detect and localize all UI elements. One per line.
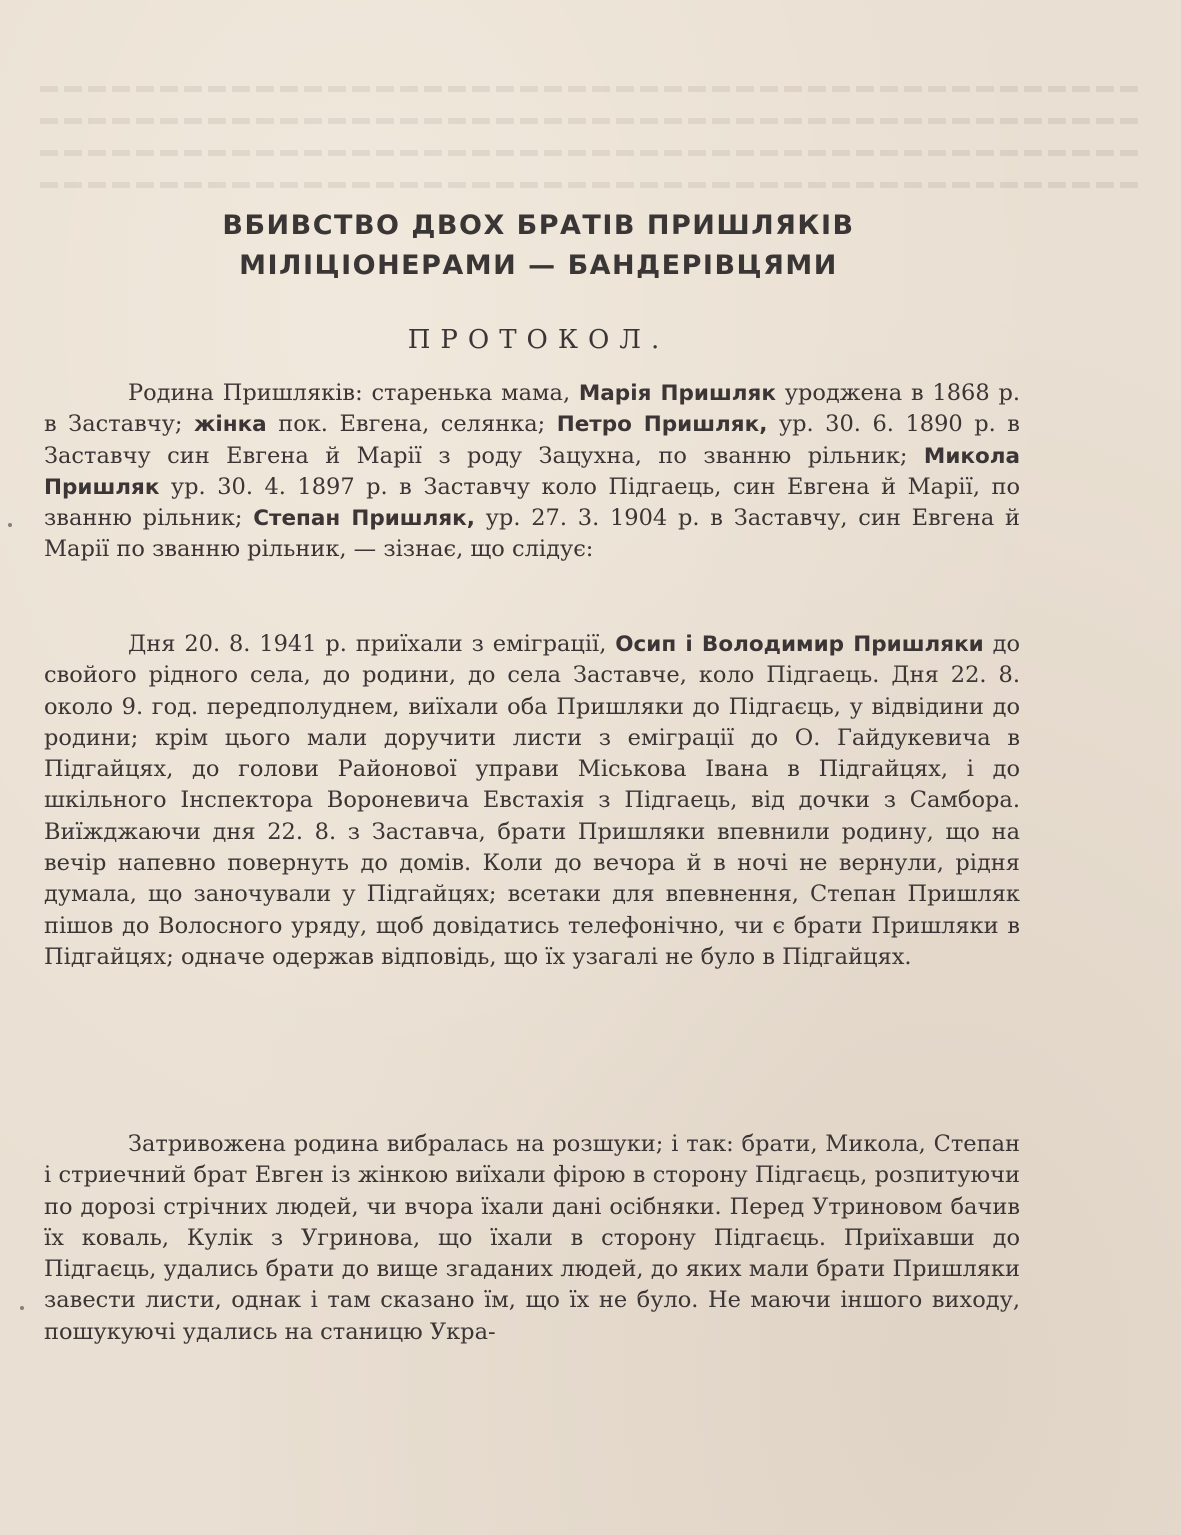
- bold-name-text: Микола Пришляк: [44, 443, 1020, 500]
- show-through-text: [40, 60, 1140, 210]
- bold-name-text: Осип і Володимир Пришляки: [615, 632, 984, 657]
- paragraph-text: до свойого рідного села, до родини, до села Заставче, коло Підгаець. Дня 22. 8. около 9. год. передполуднем, виїхали оба Пришляки до Підгаєць, у відвідини до родини; крім цього мали доручити листи з еміграції до О. Гайдукевича в Підгайцях, до голови Районової управи Міськова Івана в Підгайцях, і до шкільного Інспектора Вороневича Евстахія з Підгаець, від дочки з Самбора. Виїжджаючи дня 22. 8. з Заставча, брати Пришляки впевнили родину, що на вечір напевно повернуть до домів. Коли до вечора й в ночі не вернули, рідня думала, що заночували у Підгайцях; всетаки для впевнення, Степан Пришляк пішов до Волосного уряду, щоб довідатись телефонічно, чи є брати Пришляки в Підгайцях; одначе одержав відповідь, що їх узагалі не було в Підгайцях.: [44, 631, 1021, 970]
- title-line-1: ВБИВСТВО ДВОХ БРАТІВ ПРИШЛЯКІВ: [222, 210, 855, 241]
- bold-name-text: жінка: [193, 412, 267, 438]
- paragraph-arrival: [44, 629, 1020, 973]
- paragraph-family-list: [44, 378, 1020, 566]
- bold-name-text: Марія Пришляк: [578, 381, 776, 406]
- margin-speck: [8, 523, 12, 527]
- paragraph-text: Дня 20. 8. 1941 р. приїхали з еміграції,: [128, 631, 616, 657]
- bold-name-text: Петро Пришляк,: [556, 412, 768, 438]
- protocol-heading: ПРОТОКОЛ.: [407, 325, 670, 355]
- paragraph-text: ур. 30. 4. 1897 р. в Заставчу коло Підгаець, син Евгена й Марії, по званню рільник;: [44, 473, 1020, 532]
- title-line-2: МІЛІЦІОНЕРАМИ — БАНДЕРІВЦЯМИ: [239, 250, 838, 281]
- paragraph-text: пок. Евгена, селянка;: [266, 411, 557, 438]
- bold-name-text: Степан Пришляк,: [253, 506, 475, 532]
- paragraph-text: ур. 30. 6. 1890 р. в Заставчу син Евгена й Марії з роду Зацухна, по званню рільник;: [44, 411, 1020, 469]
- paragraph-search: Затривожена родина вибралась на розшуки; і так: брати, Микола, Степан і стриечний брат Евген із жінкою виїхали фірою в сторону Підгаєць, розпитуючи по дорозі стрічних людей, чи вчора їхали дані осібняки. Перед Утриновом бачив їх коваль, Кулік з Угринова, що їхали в сторону Підгаєць. Приїхавши до Підгаєць, удались брати до вище згаданих людей, до яких мали брати Пришляки завести листи, однак і там сказано їм, що їх не було. Не маючи іншого виходу, пошукуючі удались на станицю Укра-: [44, 1131, 1020, 1345]
- paragraph-text: ур. 27. 3. 1904 р. в Заставчу, син Евгена й Марії по званню рільник, — зізнає, що слідує:: [44, 505, 1020, 563]
- paragraph-text: Родина Пришляків: старенька мама,: [128, 380, 579, 406]
- margin-speck: [20, 1306, 24, 1310]
- paragraph-text: уроджена в 1868 р. в Заставчу;: [44, 380, 1021, 438]
